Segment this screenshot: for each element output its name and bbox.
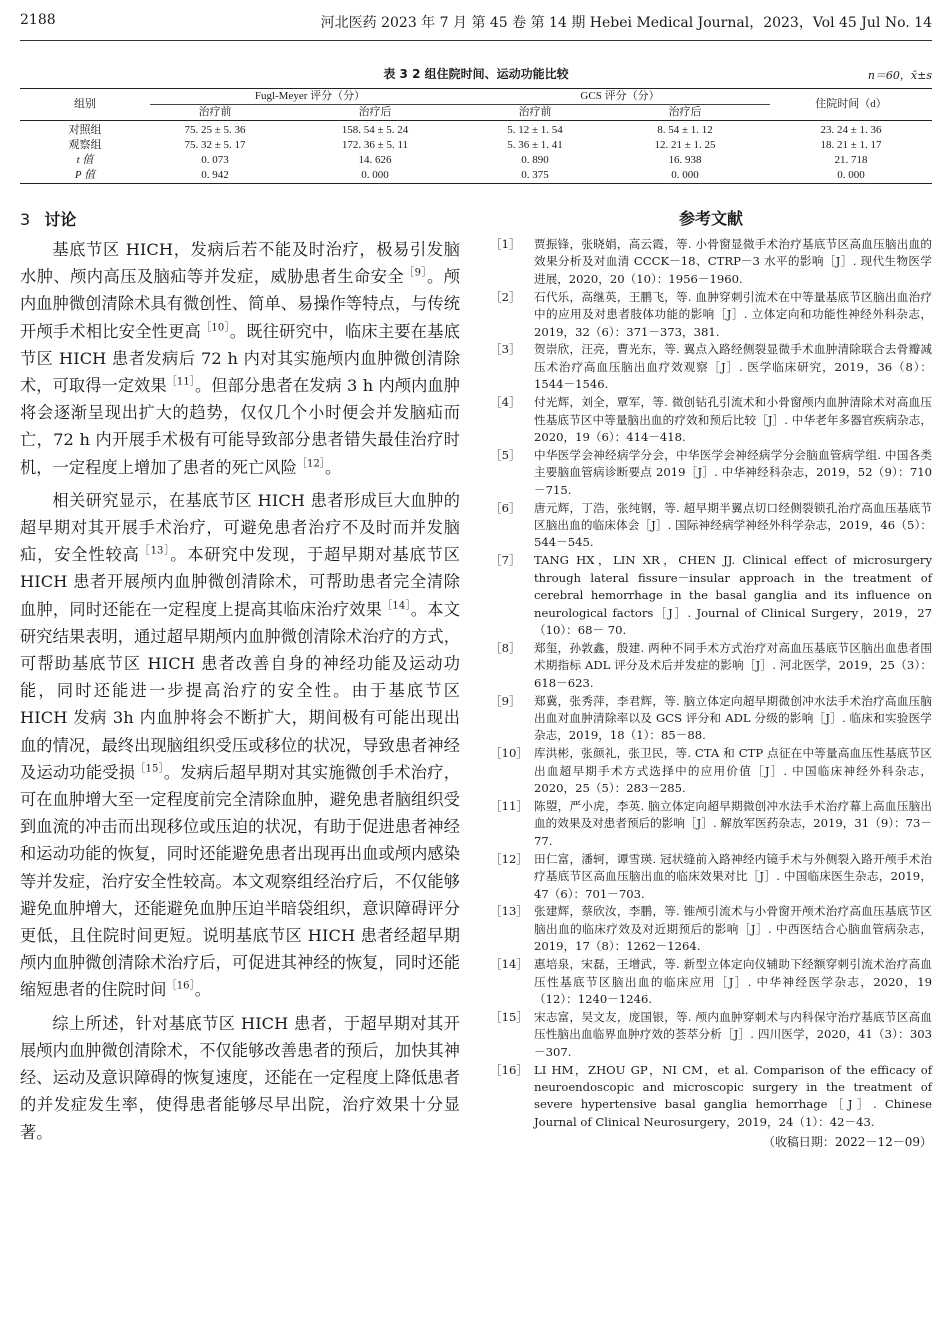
table-cell: 5. 36 ± 1. 41 xyxy=(507,139,563,151)
table-caption: 表 3 2 组住院时间、运动功能比较 xyxy=(383,67,569,81)
reference-number: ［5］ xyxy=(490,447,521,462)
table-row xyxy=(20,121,932,139)
reference-item xyxy=(490,956,932,1008)
reference-item xyxy=(490,447,932,499)
table-cell: 21. 718 xyxy=(834,154,868,166)
header-rule xyxy=(20,40,932,41)
th-stay: 住院时间（d） xyxy=(770,89,932,121)
table-cell: 16. 938 xyxy=(668,154,702,166)
table-row xyxy=(20,153,932,168)
th-gcs-after: 治疗后 xyxy=(600,105,770,121)
table-cell: 0. 890 xyxy=(521,154,549,166)
reference-list xyxy=(490,236,932,1131)
reference-text: 唐元辉，丁浩，张纯钢，等. 超早期半翼点切口经侧裂锁孔治疗高血压基底节区脑出血的临床体会［J］. 国际神经病学神经外科学杂志，2019，46（5）：544－545. xyxy=(534,500,932,550)
table-cell: 5. 12 ± 1. 54 xyxy=(507,124,563,136)
citation: ［14］ xyxy=(382,600,411,612)
reference-number: ［12］ xyxy=(490,851,528,866)
reference-text: 贾振锋，张晓娟，高云霞，等. 小骨窗显微手术治疗基底节区高血压脑出血的效果分析及对血清 CCCK－18、CTRP－3 水平的影响［J］. 现代生物医学进展，2020，20（10）：1956－1960. xyxy=(534,237,932,286)
reference-number: ［11］ xyxy=(490,799,528,813)
th-fugl-meyer: Fugl-Meyer 评分（分） xyxy=(150,89,470,105)
reference-item xyxy=(490,693,932,745)
table-cell: 158. 54 ± 5. 24 xyxy=(341,124,409,136)
row-label: 对照组 xyxy=(68,124,102,136)
citation: ［16］ xyxy=(166,981,195,993)
reference-number: ［1］ xyxy=(490,237,521,251)
reference-item xyxy=(490,640,932,692)
table-cell: 0. 000 xyxy=(280,168,470,184)
table-cell: 12. 21 ± 1. 25 xyxy=(654,139,716,151)
table-cell: 0. 375 xyxy=(470,168,600,184)
row-label: P 值 xyxy=(20,168,150,184)
table-cell: 0. 942 xyxy=(150,168,280,184)
table-cell: 18. 21 ± 1. 17 xyxy=(820,139,882,151)
row-label: t 值 xyxy=(76,154,94,166)
th-group: 组别 xyxy=(20,89,150,121)
discussion-paragraph-2: 相关研究显示，在基底节区 HICH 患者形成巨大血肿的超早期对其开展手术治疗，可避免患者治疗不及时而并发脑疝，安全性较高$^{[13]}$。本研究中发现，于超早期对基底节区 HICH 患者开展颅内血肿微创清除术，可帮助患者完全清除血肿，同时还能在一定程度上提高其临床治疗效果$^{[14]}$。本文研究结果表明，通过超早期颅内血肿微创清除术治疗的方式，可帮助基底节区 HICH 患者改善自身的神经功能及运动功能，同时还能进一步提高治疗的安全性。由于基底节区 HICH 发病 3h 内血肿将会不断扩大，期间极有可能出现出血的情况，最终出现脑组织受压或移位的状况，导致患者神经及运动功能受损$^{[15]}$。发病后超早期对其实施微创手术治疗，可在血肿增大至一定程度前完全清除血肿，避免患者脑组织受到血流的冲击而出现移位或压迫的状况，有助于促进患者神经和运动功能的恢复，同时还能避免患者出现再出血或颅内感染等并发症，治疗安全性较高。本文观察组经治疗后，不仅能够避免血肿增大，还能避免血肿压迫半暗袋组织，意识障碍评分更低，且住院时间更短。说明基底节区 HICH 患者经超早期颅内血肿微创清除术治疗后，可促进其神经的恢复，同时还能缩短患者的住院时间$^{[16]}$。 xyxy=(20,490,461,1000)
results-table xyxy=(20,88,932,184)
reference-item xyxy=(490,1062,932,1132)
th-gcs-before: 治疗前 xyxy=(470,105,600,121)
reference-item xyxy=(490,552,932,639)
reference-number: ［13］ xyxy=(490,904,528,919)
reference-item xyxy=(490,745,932,797)
reference-text: TANG HX，LIN XR，CHEN JJ. Clinical effect of microsurgery through lateral fissure－insular approach in the treatment of cerebral hemorrhage in the basal ganglia and its influence on neurological factors［J］. Journal of Clinical Surgery，2019，27（10）：68－ 70. xyxy=(534,553,932,637)
discussion-column xyxy=(20,208,460,1152)
table-cell: 0. 073 xyxy=(201,154,229,166)
references-title: 参考文献 xyxy=(678,209,743,228)
table-cell: 75. 32 ± 5. 17 xyxy=(184,139,246,151)
reference-number: ［8］ xyxy=(490,640,521,655)
reference-item xyxy=(490,236,932,288)
citation: ［15］ xyxy=(135,763,164,775)
table-row xyxy=(20,138,932,153)
reference-item xyxy=(490,394,932,446)
row-label: 观察组 xyxy=(68,139,102,151)
citation: ［9］ xyxy=(404,267,427,279)
reference-text: LI HM，ZHOU GP，NI CM，et al. Comparison of the efficacy of neuroendoscopic and microscopic surgery in the treatment of severe hypertensive basal ganglia hemorrhage［J］. Chinese Journal of Clinical Neurosurgery，2019，24（1）：42－43. xyxy=(534,1062,932,1129)
th-fm-after: 治疗后 xyxy=(280,105,470,121)
table-cell: 75. 25 ± 5. 36 xyxy=(184,124,246,136)
reference-number: ［9］ xyxy=(490,693,521,708)
table-cell: 14. 626 xyxy=(358,154,392,166)
reference-number: ［15］ xyxy=(490,1009,528,1024)
reference-number: ［14］ xyxy=(490,957,528,972)
table-caption-row xyxy=(20,65,932,83)
section-heading xyxy=(20,208,460,232)
table-cell: 0. 000 xyxy=(770,168,932,184)
reference-number: ［6］ xyxy=(490,500,521,515)
reference-item xyxy=(490,1009,932,1061)
reference-text: 贺崇欣，汪亮，曹光东，等. 翼点入路经侧裂显微手术血肿清除联合去骨瓣减压术治疗高血压脑出血疗效观察［J］. 医学临床研究，2019，36（8）：1544－1546. xyxy=(534,342,932,392)
table-row xyxy=(20,168,932,184)
citation: ［10］ xyxy=(201,322,230,334)
reference-number: ［7］ xyxy=(490,553,521,568)
discussion-paragraph-1: 基底节区 HICH，发病后若不能及时治疗，极易引发脑水肿、颅内高压及脑疝等并发症，威胁患者生命安全$^{[9]}$。颅内血肿微创清除术具有微创性、简单、易操作等特点，与传统开颅手术相比安全性更高$^{[10]}$。既往研究中，临床主要在基底节区 HICH 患者发病后 72 h 内对其实施颅内血肿微创清除术，可取得一定效果$^{[11]}$。但部分患者在发病 3 h 内颅内血肿将会逐渐呈现出扩大的趋势，仅仅几个小时便会并发脑疝而亡，72 h 内开展手术极有可能导致部分患者错失最佳治疗时机，一定程度上增加了患者的死亡风险$^{[12]}$。 xyxy=(20,240,461,477)
reference-text: 郑冀，张秀萍，李君辉，等. 脑立体定向超早期微创冲水法手术治疗高血压脑出血对血肿清除率以及 GCS 评分和 ADL 分级的影响［J］. 临床和实验医学杂志，2019，18（1）：85－88. xyxy=(534,693,932,743)
reference-text: 张建辉，蔡欣汝，李鹏，等. 锥颅引流术与小骨窗开颅术治疗高血压基底节区脑出血的临床疗效及对近期预后的影响［J］. 中西医结合心脑血管病杂志，2019，17（8）：1262－1264. xyxy=(534,904,932,954)
reference-text: 付光辉，刘全，覃军，等. 微创钻孔引流术和小骨窗颅内血肿清除术对高血压性基底节区中等量脑出血的疗效和预后比较［J］. 中华老年多器官疾病杂志，2020，19（6）：414－418. xyxy=(534,395,932,444)
table-cell: 0. 000 xyxy=(600,168,770,184)
th-fm-before: 治疗前 xyxy=(150,105,280,121)
citation: ［11］ xyxy=(166,376,195,388)
citation: ［13］ xyxy=(139,545,171,557)
reference-number: ［4］ xyxy=(490,395,521,410)
table-cell: 8. 54 ± 1. 12 xyxy=(657,124,713,136)
journal-citation: 河北医药 2023 年 7 月 第 45 卷 第 14 期 Hebei Medical Journal，2023，Vol 45 Jul No. 14 xyxy=(320,15,932,31)
received-date: （收稿日期：2022－12－09） xyxy=(762,1135,932,1150)
reference-text: 宋志富，吴文友，庞国银，等. 颅内血肿穿刺术与内科保守治疗基底节区高血压性脑出血临界血肿疗效的荟萃分析［J］. 四川医学，2020，41（3）：303－307. xyxy=(534,1009,932,1059)
table-cell: 23. 24 ± 1. 36 xyxy=(820,124,882,136)
section-number: 3 xyxy=(20,210,31,229)
running-header xyxy=(20,12,932,38)
section-title: 讨论 xyxy=(44,210,77,229)
reference-item xyxy=(490,851,932,903)
references-column xyxy=(490,208,932,1151)
citation: ［12］ xyxy=(296,458,326,470)
reference-number: ［2］ xyxy=(490,289,521,304)
page-number: 2188 xyxy=(20,12,56,28)
reference-number: ［3］ xyxy=(490,342,521,357)
table-note: n＝60，x̄±s xyxy=(867,69,932,82)
reference-text: 石代乐，高继英，王鹏飞，等. 血肿穿刺引流术在中等量基底节区脑出血治疗中的应用及对患者肢体功能的影响［J］. 立体定向和功能性神经外科杂志，2019，32（6）：371－373，381. xyxy=(534,289,932,339)
reference-text: 陈曌，严小虎，李英. 脑立体定向超早期微创冲水法手术治疗幕上高血压脑出血的效果及对患者预后的影响［J］. 解放军医药杂志，2019，31（9）：73－77. xyxy=(534,799,932,848)
reference-item xyxy=(490,289,932,341)
reference-number: ［10］ xyxy=(490,746,528,761)
discussion-paragraph-3: 综上所述，针对基底节区 HICH 患者，于超早期对其开展颅内血肿微创清除术，不仅能够改善患者的预后，加快其神经、运动及意识障碍的恢复速度，还能在一定程度上降低患者的并发症发生率，使得患者能够尽早出院，治疗效果十分显著。 xyxy=(20,1013,460,1142)
reference-text: 郑玺，孙敦鑫，殷建. 两种不同手术方式治疗对高血压基底节区脑出血患者围术期指标 ADL 评分及术后并发症的影响［J］. 河北医学，2019，25（3）：618－623. xyxy=(534,640,932,690)
reference-text: 惠培泉，宋磊，王增武，等. 新型立体定向仪辅助下经额穿刺引流术治疗高血压性基底节区脑出血的临床应用［J］. 中华神经医学杂志，2020，19（12）：1240－1246. xyxy=(534,957,932,1006)
reference-item xyxy=(490,798,932,850)
reference-item xyxy=(490,500,932,552)
th-gcs: GCS 评分（分） xyxy=(470,89,770,105)
reference-number: ［16］ xyxy=(490,1062,528,1077)
reference-item xyxy=(490,341,932,393)
reference-item xyxy=(490,903,932,955)
reference-text: 中华医学会神经病学分会，中华医学会神经病学分会脑血管病学组. 中国各类主要脑血管病诊断要点 2019［J］. 中华神经科杂志，2019，52（9）：710－715. xyxy=(534,447,932,497)
reference-text: 田仁富，潘轲，谭雪瑛. 冠状缝前入路神经内镜手术与外侧裂入路开颅手术治疗基底节区高血压脑出血的临床效果对比［J］. 中国临床医生杂志，2019，47（6）：701－703. xyxy=(534,851,932,901)
reference-text: 库洪彬，张颜礼，张卫民，等. CTA 和 CTP 点征在中等量高血压性基底节区出血超早期手术方式选择中的应用价值［J］. 中国临床神经外科杂志，2020，25（5）：283－285. xyxy=(534,746,932,796)
table-cell: 172. 36 ± 5. 11 xyxy=(341,139,409,151)
